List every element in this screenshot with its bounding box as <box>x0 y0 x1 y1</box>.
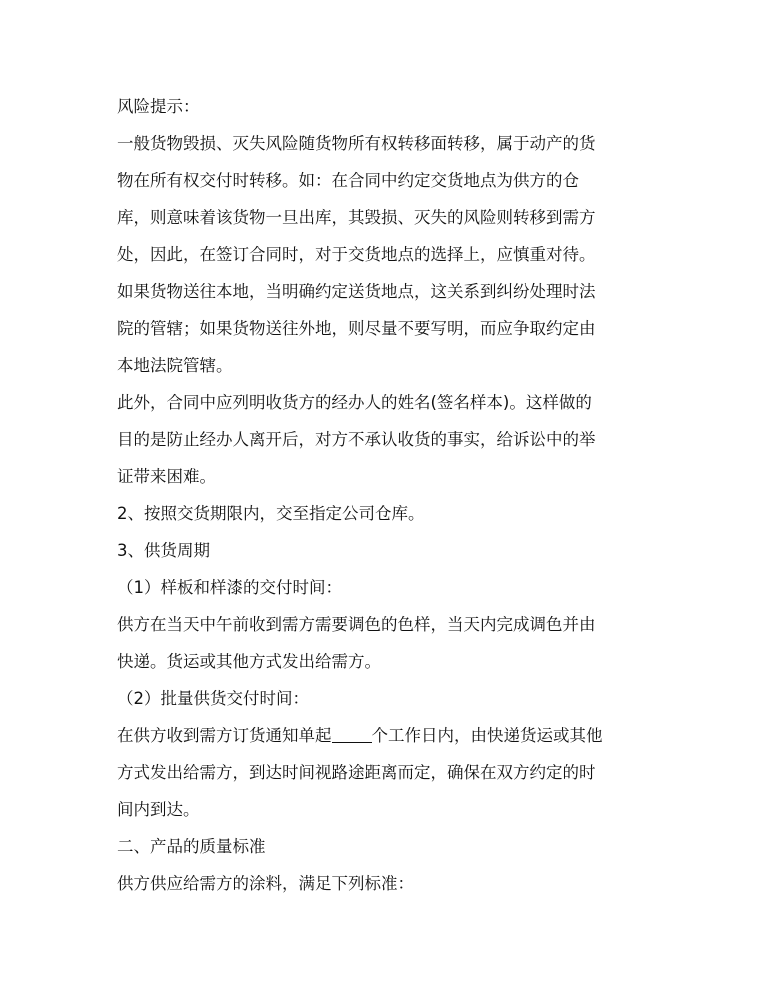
text-line: 如果货物送往本地，当明确约定送货地点，这关系到纠纷处理时法 <box>117 282 596 301</box>
risk-title-text: 风险提示： <box>117 97 200 116</box>
fill-in-blank <box>332 726 372 744</box>
text-line: 院的管辖；如果货物送往外地，则尽量不要写明，而应争取约定由 <box>117 319 596 338</box>
text-line: 间内到达。 <box>117 800 200 819</box>
section-2-heading-text: 二、产品的质量标准 <box>117 837 266 856</box>
text-line: 证带来困难。 <box>117 467 216 486</box>
section-2-body <box>117 865 657 902</box>
sub-item-1-title <box>117 569 657 606</box>
text-after-blank: 个工作日内，由快递货运或其他 <box>371 726 603 745</box>
text-line: 一般货物毁损、灭失风险随货物所有权转移面转移，属于动产的货 <box>117 134 596 153</box>
document-page <box>117 88 657 902</box>
sub-item-2-title <box>117 680 657 717</box>
text-line: 本地法院管辖。 <box>117 356 233 375</box>
risk-paragraph-2 <box>117 384 657 495</box>
item-2 <box>117 495 657 532</box>
text-line: 快递。货运或其他方式发出给需方。 <box>117 652 381 671</box>
text-line: 目的是防止经办人离开后，对方不承认收货的事实，给诉讼中的举 <box>117 430 596 449</box>
sub-item-1-title-text: （1）样板和样漆的交付时间： <box>117 578 342 597</box>
section-2-heading <box>117 828 657 865</box>
sub-item-2-body <box>117 717 657 828</box>
item-3-text: 3、供货周期 <box>117 541 210 560</box>
section-2-body-text: 供方供应给需方的涂料，满足下列标准： <box>117 874 414 893</box>
text-before-blank: 在供方收到需方订货通知单起 <box>117 726 332 745</box>
text-line: 物在所有权交付时转移。如：在合同中约定交货地点为供方的仓 <box>117 171 579 190</box>
item-3 <box>117 532 657 569</box>
sub-item-2-title-text: （2）批量供货交付时间： <box>117 689 309 708</box>
text-line: 方式发出给需方，到达时间视路途距离而定，确保在双方约定的时 <box>117 763 596 782</box>
risk-paragraph-1 <box>117 125 657 384</box>
item-2-text: 2、按照交货期限内，交至指定公司仓库。 <box>117 504 425 523</box>
risk-title <box>117 88 657 125</box>
text-line: 供方在当天中午前收到需方需要调色的色样，当天内完成调色并由 <box>117 615 596 634</box>
text-line: 库，则意味着该货物一旦出库，其毁损、灭失的风险则转移到需方 <box>117 208 596 227</box>
sub-item-1-body <box>117 606 657 680</box>
text-line-with-blank <box>117 717 657 754</box>
text-line: 此外，合同中应列明收货方的经办人的姓名(签名样本)。这样做的 <box>117 393 592 412</box>
text-line: 处，因此，在签订合同时，对于交货地点的选择上，应慎重对待。 <box>117 245 596 264</box>
